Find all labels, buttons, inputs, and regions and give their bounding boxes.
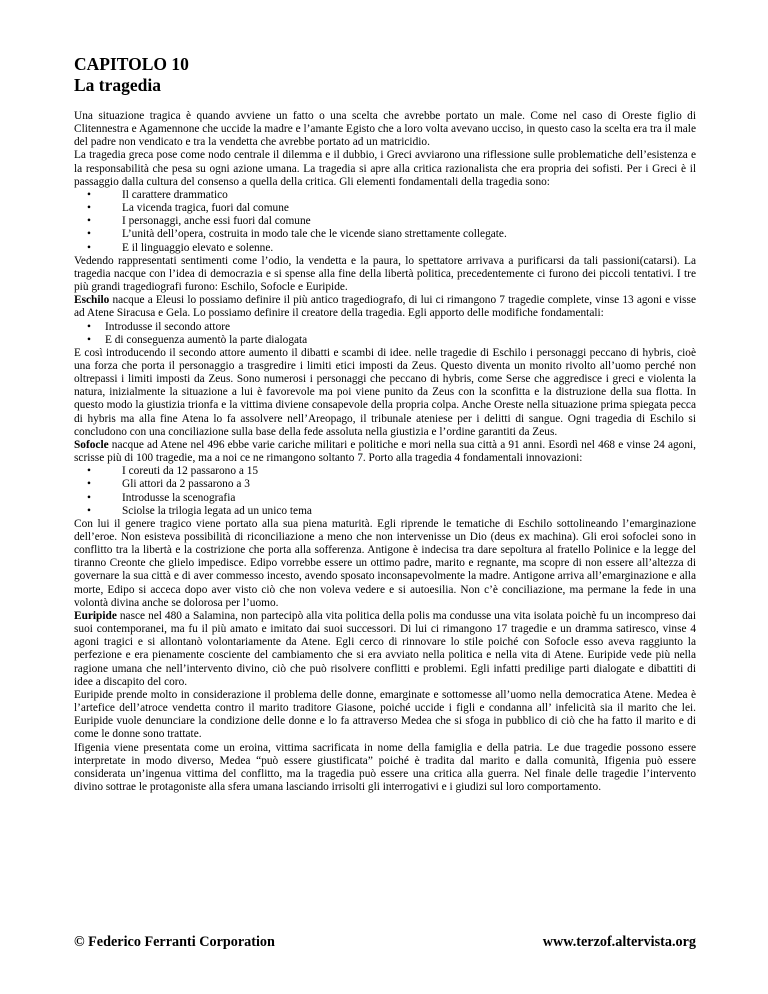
eschilo-paragraph-1: Eschilo nacque a Eleusi lo possiamo definire il più antico tragediografo, di lui ci rimangono 7 tragedie complete, vinse 13 agoni e visse ad Atene Siracusa e Gela. Lo possiamo definire il creatore della tragedia. Egli apporto delle modifiche fondamentali: [74,294,696,320]
list-item: • Il carattere drammatico [87,188,228,201]
list-item: • E di conseguenza aumentò la parte dialogata [87,333,308,346]
list-item: • L’unità dell’opera, costruita in modo tale che le vicende siano strettamente collegate. [87,228,507,241]
bullet-icon: • [87,202,91,215]
chapter-heading: CAPITOLO 10 [74,54,189,74]
eschilo-paragraph-2: E così introducendo il secondo attore aumento il dibatti e scambi di idee. nelle tragedie di Eschilo i personaggi peccano di hybris, cioè una forza che porta il personaggio a trasgredire i limiti etici imposti da Zeus. Questo diventa un monito rivolto all’uomo perché non oltrepassi i limiti imposti da Zeus. Sono numerosi i personaggi che peccano di hybris, come Serse che aggredisce i greci e violenta la natura, inizialmente la situazione a lui è favorevole ma poi viene punito da Zeus con la sconfitta e la distruzione della sua flotta. In questo modo la giustizia trionfa e la vittima diviene consapevole della propria colpa. Anche Oreste nella situazione prima spiegata pecca di hybris ma alla fine Atena lo fa assolvere nell’Areopago, il tribunale ateniese per i delitti di sangue. Ogni tragedia di Eschilo si concludono con una conciliazione sulla base della fede assoluta nella giustizia e l’ordine garantiti da Zeus. [74,346,696,438]
list-item: • La vicenda tragica, fuori dal comune [87,202,289,215]
elements-list [74,189,696,255]
bullet-icon: • [87,188,91,201]
eschilo-name: Eschilo [74,294,110,307]
list-item: • I personaggi, anche essi fuori dal comune [87,215,311,228]
bullet-icon: • [87,478,91,491]
bullet-icon: • [87,333,91,346]
list-item: • Sciolse la trilogia legata ad un unico tema [87,504,312,517]
list-item: • Gli attori da 2 passarono a 3 [87,478,250,491]
bullet-icon: • [87,228,91,241]
list-item: • I coreuti da 12 passarono a 15 [87,465,259,478]
bullet-icon: • [87,491,91,504]
list-item: • Introdusse il secondo attore [87,320,231,333]
euripide-paragraph-2: Euripide prende molto in considerazione il problema delle donne, emarginate e sottomesse all’uomo nella democratica Atene. Medea è l’artefice dell’atroce vendetta contro il marito traditore Giasone, poiché uccide i figli e condanna all’ infelicità sia il marito che lei. Euripide vuole denunciare la condizione delle donne e lo fa attraverso Medea che si sfoga in pubblico di ciò che ha fatto il marito e di come le donne sono trattate. [74,688,696,741]
bullet-icon: • [87,320,91,333]
sofocle-paragraph-1: Sofocle nacque ad Atene nel 496 ebbe varie cariche militari e politiche e mori nella sua città a 91 anni. Esordì nel 468 e vinse 24 agoni, scrisse più di 100 tragedie, ma a noi ce ne rimangono soltanto 7. Porto alla tragedia 4 fondamentali innovazioni: [74,438,696,465]
document-page [74,54,696,794]
sofocle-paragraph-2: Con lui il genere tragico viene portato alla sua piena maturità. Egli riprende le tematiche di Eschilo sottolineando l’emarginazione dell’eroe. Non esisteva possibilità di riconciliazione a meno che non intervenisse un Dio (deus ex machina). Gli eroi sofoclei sono in conflitto tra la libertà e la costrizione che porta alla sofferenza. Antigone è indecisa tra dare sepoltura al fratello Polinice e la legge del tiranno Creonte che glielo impedisce. Edipo vorrebbe essere un ottimo padre, marito e regnante, ma scopre di non essere all’altezza di governare la sua città e di aver commesso incesto, avendo sposato inconsapevolmente la madre. Antigone arriva all’emarginazione e alla morte, Edipo si acceca dopo aver visto ciò che non voleva vedere e si autoesilia. Non c’è conciliazione, ma permane la fede in una volontà divina anche se dolorosa per l’uomo. [74,517,696,609]
euripide-name: Euripide [74,609,117,622]
intro-paragraph-1: Una situazione tragica è quando avviene un fatto o una scelta che avrebbe portato un male. Come nel caso di Oreste figlio di Clitennestra e Agamennone che uccide la madre e l’amante Egisto che a loro volta avevano ucciso, in questo caso la scelta era tra il male del padre non vendicato e tra la vendetta che avrebbe portato ad un matricidio. [74,110,696,149]
list-item: • E il linguaggio elevato e solenne. [87,241,274,254]
bullet-icon: • [87,504,91,517]
footer-website: www.terzof.altervista.org [542,934,696,950]
bullet-icon: • [87,241,91,254]
bullet-icon: • [87,465,91,478]
euripide-paragraph-1: Euripide nasce nel 480 a Salamina, non partecipò alla vita politica della polis ma condusse una vita isolata poichè fu un incompreso dai suoi contemporanei, ma fu il più amato e imitato dai suoi successori. Di lui ci rimangono 17 tragedie e un dramma satiresco, vinse 4 agoni tragici e si allontanò volontariamente da Atene. Egli cerco di rinnovare lo stile poiché con Sofocle esso aveva raggiunto la perfezione e era pienamente cosciente del cambiamento che si era avviato nella politica e nella vita di Atene. Euripide vede più nella ragione umana che nell’intervento divino, ciò che può risolvere conflitti e problemi. Egli infatti predilige parti dialogate e dibattiti di idee a discapito del coro. [74,609,696,688]
intro-paragraph-3: Vedendo rappresentati sentimenti come l’odio, la vendetta e la paura, lo spettatore arrivava a purificarsi da tali passioni(catarsi). La tragedia nacque con l’idea di democrazia e si spense alla fine della libertà politica, precedentemente ci furono dei piccoli tentativi. I tre più grandi tragediografi furono: Eschilo, Sofocle e Euripide. [74,254,696,294]
footer-copyright: © Federico Ferranti Corporation [74,934,275,950]
sofocle-name: Sofocle [74,438,109,451]
intro-paragraph-2: La tragedia greca pose come nodo centrale il dilemma e il dubbio, i Greci avviarono una riflessione sulle problematiche dell’esistenza e la responsabilità che pesa su ogni azione umana. La tragedia si apre alla critica razionalista che era propria dei sofisti. Per i Greci è il passaggio dalla cultura del consenso a quella della critica. Gli elementi fondamentali della tragedia sono: [74,149,696,188]
chapter-title: La tragedia [74,75,162,95]
list-item: • Introdusse la scenografia [87,491,236,504]
euripide-paragraph-3: Ifigenia viene presentata come un eroina, vittima sacrificata in nome della famiglia e della patria. Le due tragedie possono essere interpretate in modo diverso, Medea “può essere giustificata” poiché è tradita dal marito e dalla comunità, Ifigenia può essere considerata un’ingenua vittima del conflitto, ma la tragedia può essere una critica alla guerra. Nel finale delle tragedie l’intervento divino sottrae le protagoniste alla sfera umana lasciando irrisolti gli interrogativi e i giudizi sul loro comportamento. [74,741,696,793]
document-body [74,110,696,794]
bullet-icon: • [87,215,91,228]
sofocle-innovations-list [74,465,696,518]
eschilo-changes-list [74,321,696,347]
page-footer [74,934,696,954]
